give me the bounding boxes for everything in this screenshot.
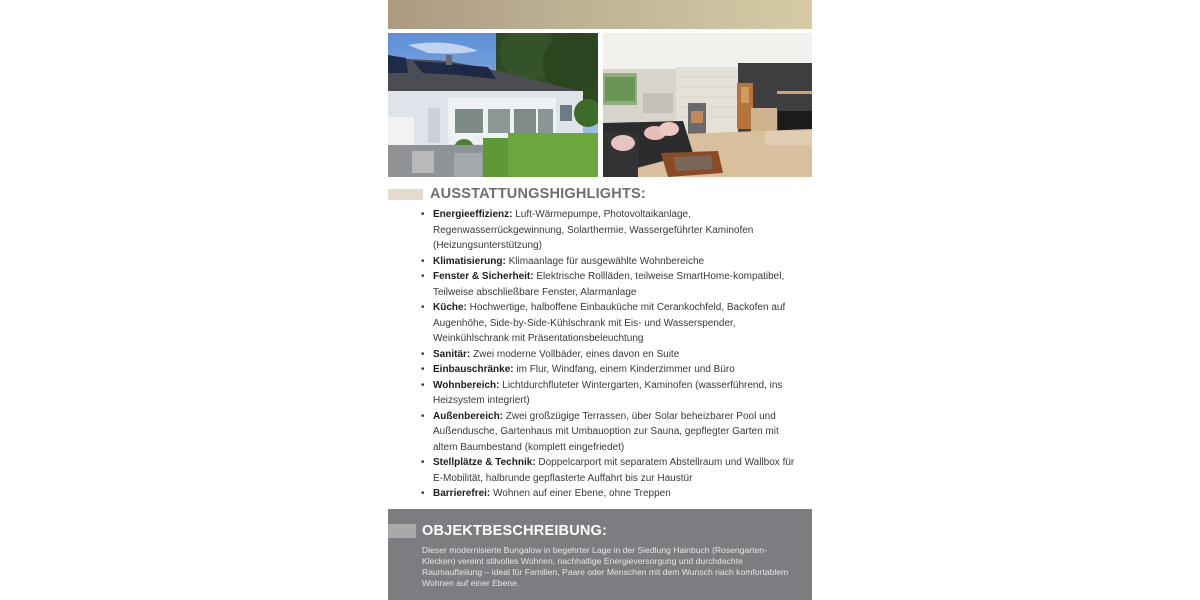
interior-photo bbox=[603, 33, 812, 177]
feature-text: Klimaanlage für ausgewählte Wohnbereiche bbox=[505, 255, 705, 267]
description-accent-bar bbox=[388, 524, 416, 538]
description-heading: OBJEKTBESCHREIBUNG: bbox=[422, 523, 608, 539]
feature-item bbox=[433, 347, 798, 363]
feature-text: Wohnen auf einer Ebene, ohne Treppen bbox=[490, 488, 671, 499]
feature-label: Klimatisierung: bbox=[433, 255, 506, 267]
feature-label: Außenbereich: bbox=[433, 410, 504, 422]
feature-label: Wohnbereich: bbox=[433, 379, 500, 391]
feature-label: Einbauschränke: bbox=[433, 364, 514, 375]
feature-item bbox=[433, 207, 798, 254]
highlights-heading: AUSSTATTUNGSHIGHLIGHTS: bbox=[430, 186, 646, 202]
feature-item bbox=[433, 300, 798, 347]
exterior-photo bbox=[388, 33, 598, 177]
description-section bbox=[388, 509, 812, 600]
top-banner bbox=[388, 0, 812, 29]
feature-item bbox=[433, 409, 798, 456]
feature-text: Luft-Wärmepumpe, Photovoltaikanlage, Regenwasserrückgewinnung, Solarthermie, Wassergeführter Kaminofen (Heizungsunterstützung) bbox=[433, 209, 754, 251]
feature-label: Stellplätze & Technik: bbox=[433, 457, 536, 468]
feature-text: Lichtdurchfluteter Wintergarten, Kaminofen (wasserführend, ins Heizsystem integriert) bbox=[433, 379, 783, 406]
feature-item bbox=[433, 254, 798, 270]
description-text: Dieser modernisierte Bungalow in begehrter Lage in der Siedlung Hainbuch (Rosengarten-Klecken) vereint stilvolles Wohnen, nachhaltige Energieversorgung und durchdachte Raumaufteilung – ideal für Familien, Paare oder Menschen mit dem Wunsch nach komfortablem Wohnen auf einer Ebene. bbox=[422, 545, 789, 588]
feature-item bbox=[433, 486, 798, 502]
feature-item bbox=[433, 455, 798, 486]
highlights-accent-bar bbox=[388, 189, 423, 200]
feature-text: Doppelcarport mit separatem Abstellraum und Wallbox für E-Mobilität, halbrunde gepflasterte Auffahrt bis zur Haustür bbox=[433, 457, 795, 484]
feature-label: Barrierefrei: bbox=[433, 488, 491, 499]
house-exterior-image bbox=[388, 33, 598, 177]
feature-text: Hochwertige, halboffene Einbauküche mit Cerankochfeld, Backofen auf Augenhöhe, Side-by-Side-Kühlschrank mit Eis- und Wasserspender, Weinkühlschrank mit Präsentationsbeleuchtung bbox=[433, 302, 786, 344]
feature-item bbox=[433, 269, 798, 300]
expose-page bbox=[388, 0, 812, 600]
feature-text: Elektrische Rollläden, teilweise SmartHome-kompatibel, Teilweise abschließbare Fenster, Alarmanlage bbox=[433, 271, 785, 298]
feature-item bbox=[433, 378, 798, 409]
feature-label: Energieeffizienz: bbox=[433, 209, 513, 220]
feature-text: im Flur, Windfang, einem Kinderzimmer und Büro bbox=[513, 364, 735, 375]
feature-label: Küche: bbox=[433, 302, 467, 313]
living-room-image bbox=[603, 33, 812, 177]
feature-text: Zwei moderne Vollbäder, eines davon en Suite bbox=[470, 348, 680, 360]
feature-label: Fenster & Sicherheit: bbox=[433, 271, 534, 282]
feature-text: Zwei großzügige Terrassen, über Solar beheizbarer Pool und Außendusche, Gartenhaus mit Umbauoption zur Sauna, gepflegter Garten mit altem Baumbestand (komplett eingefriedet) bbox=[433, 410, 779, 453]
feature-item bbox=[433, 362, 798, 378]
feature-label: Sanitär: bbox=[433, 348, 471, 360]
feature-list bbox=[433, 207, 798, 502]
